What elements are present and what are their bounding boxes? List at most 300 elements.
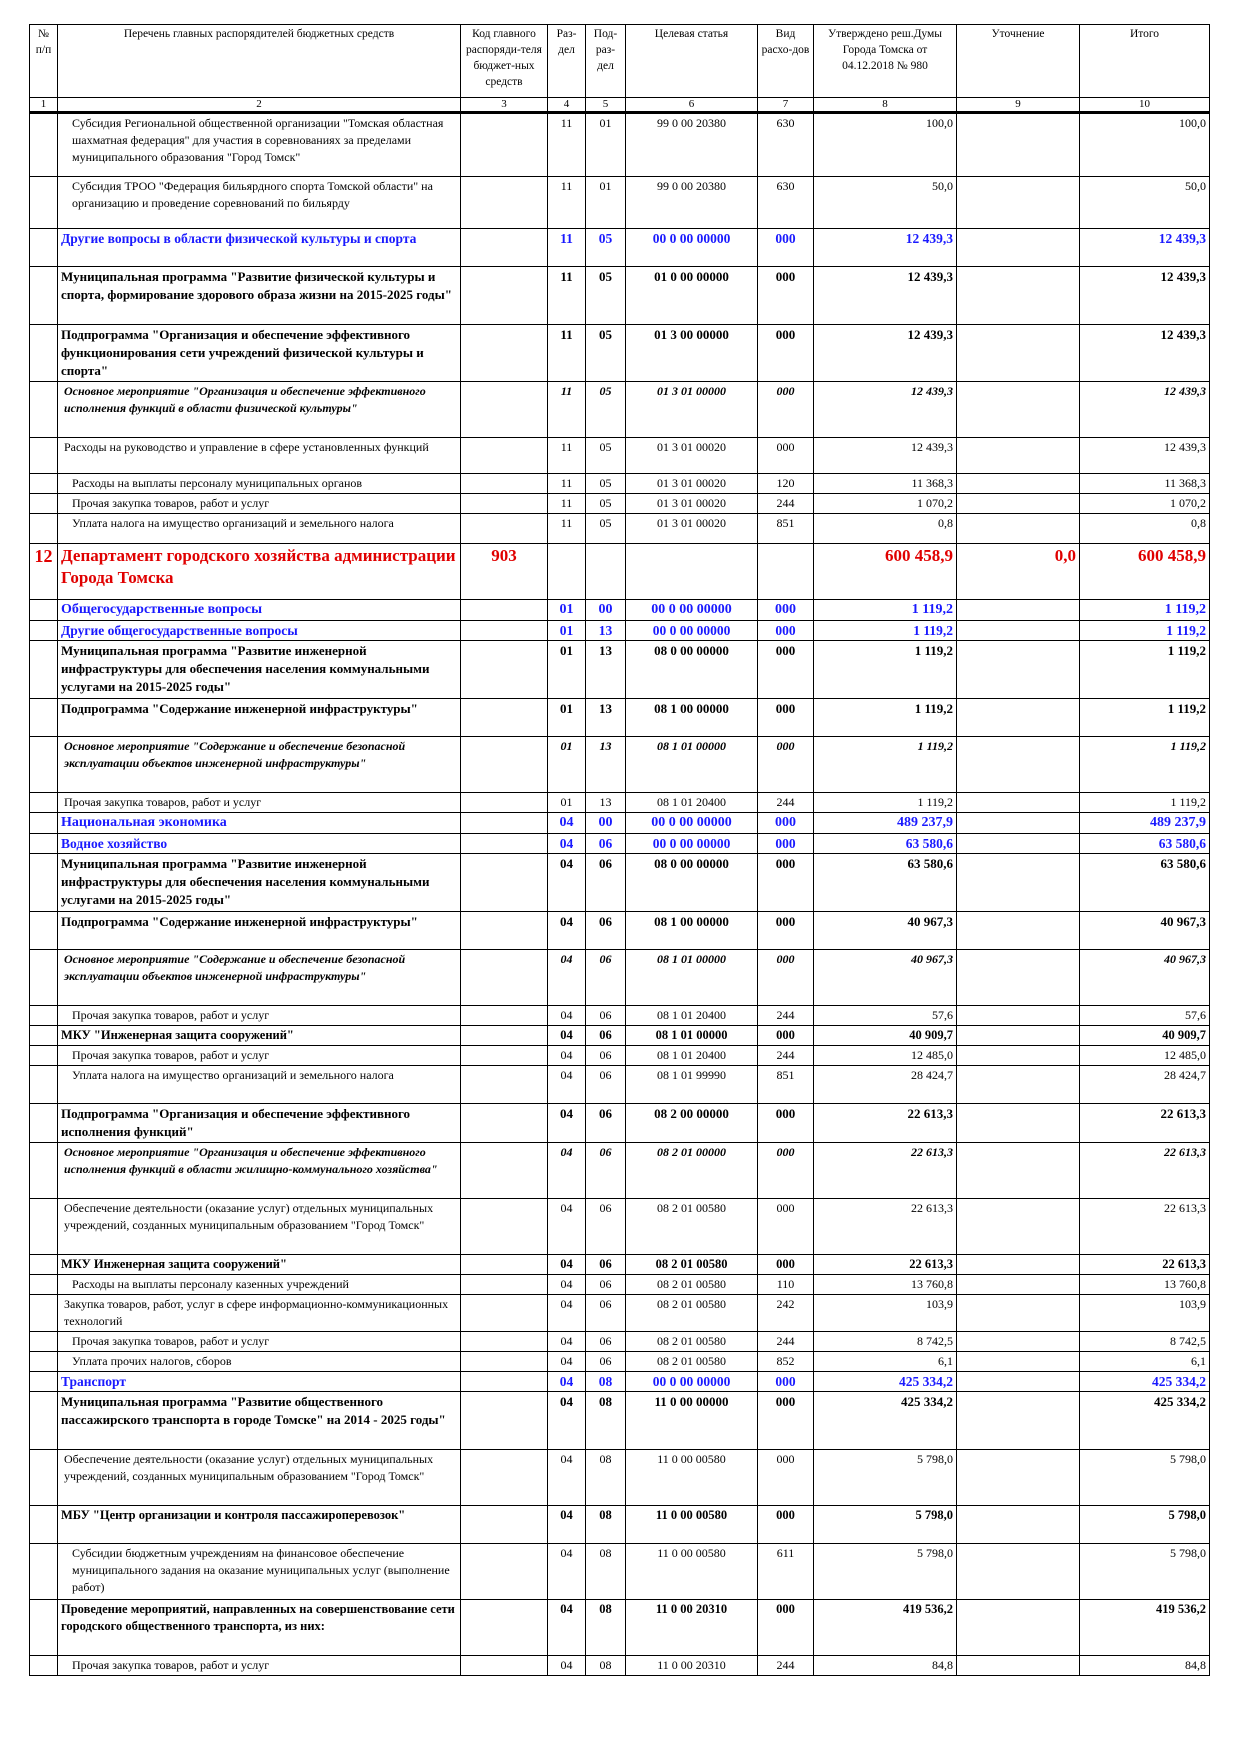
colnum-9: 9 <box>957 98 1080 113</box>
row-approved: 8 742,5 <box>814 1332 957 1352</box>
row-number <box>30 1275 58 1295</box>
row-target-article: 08 1 01 20400 <box>626 1046 758 1066</box>
row-target-article: 08 1 01 20400 <box>626 793 758 813</box>
row-clarification <box>957 1066 1080 1104</box>
row-number <box>30 793 58 813</box>
budget-table <box>29 24 1210 1676</box>
row-clarification <box>957 1506 1080 1544</box>
row-approved: 5 798,0 <box>814 1450 957 1506</box>
colnum-7: 7 <box>758 98 814 113</box>
row-number <box>30 912 58 950</box>
row-number <box>30 621 58 641</box>
row-clarification <box>957 699 1080 737</box>
row-name: Подпрограмма "Содержание инженерной инфраструктуры" <box>58 912 461 950</box>
row-name: Проведение мероприятий, направленных на совершенствование сети городского общественного транспорта, из них: <box>58 1600 461 1656</box>
row-approved: 1 119,2 <box>814 699 957 737</box>
colnum-10: 10 <box>1080 98 1210 113</box>
row-target-article: 11 0 00 20310 <box>626 1600 758 1656</box>
row-name: Прочая закупка товаров, работ и услуг <box>58 793 461 813</box>
row-approved: 22 613,3 <box>814 1143 957 1199</box>
row-total: 40 909,7 <box>1080 1026 1210 1046</box>
row-number <box>30 950 58 1006</box>
table-row <box>30 641 1210 699</box>
row-podrazdel: 08 <box>586 1372 626 1392</box>
row-total: 63 580,6 <box>1080 834 1210 854</box>
row-podrazdel: 05 <box>586 474 626 494</box>
row-total: 6,1 <box>1080 1352 1210 1372</box>
row-target-article: 08 1 01 20400 <box>626 1006 758 1026</box>
table-row <box>30 177 1210 229</box>
row-name: Подпрограмма "Содержание инженерной инфраструктуры" <box>58 699 461 737</box>
table-row <box>30 1352 1210 1372</box>
row-expense-type: 000 <box>758 267 814 325</box>
row-podrazdel: 06 <box>586 1275 626 1295</box>
row-approved: 12 439,3 <box>814 382 957 438</box>
row-podrazdel: 05 <box>586 438 626 474</box>
row-podrazdel: 06 <box>586 1046 626 1066</box>
row-total: 22 613,3 <box>1080 1143 1210 1199</box>
row-podrazdel: 08 <box>586 1506 626 1544</box>
row-razdel: 04 <box>548 1046 586 1066</box>
row-expense-type: 000 <box>758 382 814 438</box>
row-razdel: 04 <box>548 1066 586 1104</box>
row-name: Расходы на выплаты персоналу казенных учреждений <box>58 1275 461 1295</box>
row-total: 100,0 <box>1080 113 1210 177</box>
row-razdel: 11 <box>548 514 586 544</box>
row-target-article: 08 1 01 00000 <box>626 1026 758 1046</box>
row-clarification <box>957 438 1080 474</box>
row-razdel: 11 <box>548 382 586 438</box>
row-total: 12 439,3 <box>1080 438 1210 474</box>
table-row <box>30 113 1210 177</box>
row-number <box>30 1600 58 1656</box>
row-name: Муниципальная программа "Развитие инженерной инфраструктуры для обеспечения населения коммунальными услугами на 2015-2025 годы" <box>58 854 461 912</box>
header-approved: Утверждено реш.Думы Города Томска от 04.12.2018 № 980 <box>814 25 957 98</box>
row-expense-type: 000 <box>758 737 814 793</box>
row-podrazdel: 06 <box>586 1199 626 1255</box>
row-name: МКУ Инженерная защита сооружений" <box>58 1255 461 1275</box>
table-row <box>30 1506 1210 1544</box>
row-name: МКУ "Инженерная защита сооружений" <box>58 1026 461 1046</box>
table-row <box>30 325 1210 382</box>
table-row <box>30 621 1210 641</box>
row-number <box>30 1332 58 1352</box>
row-podrazdel: 06 <box>586 912 626 950</box>
row-razdel: 04 <box>548 1295 586 1332</box>
header-podrazdel: Под-раз-дел <box>586 25 626 98</box>
row-code <box>461 1275 548 1295</box>
row-approved: 63 580,6 <box>814 854 957 912</box>
row-total: 40 967,3 <box>1080 912 1210 950</box>
row-razdel: 04 <box>548 1600 586 1656</box>
row-number <box>30 1450 58 1506</box>
row-clarification <box>957 1199 1080 1255</box>
row-code <box>461 1544 548 1600</box>
table-row <box>30 1006 1210 1026</box>
table-body <box>30 113 1210 1676</box>
row-podrazdel: 06 <box>586 1255 626 1275</box>
row-approved: 12 439,3 <box>814 267 957 325</box>
row-approved: 1 119,2 <box>814 621 957 641</box>
row-total: 0,8 <box>1080 514 1210 544</box>
row-number <box>30 1544 58 1600</box>
row-razdel: 04 <box>548 1332 586 1352</box>
colnum-5: 5 <box>586 98 626 113</box>
row-code <box>461 494 548 514</box>
row-clarification <box>957 1143 1080 1199</box>
row-approved: 1 119,2 <box>814 737 957 793</box>
table-row <box>30 950 1210 1006</box>
row-code <box>461 1656 548 1676</box>
colnum-6: 6 <box>626 98 758 113</box>
row-expense-type: 000 <box>758 621 814 641</box>
row-target-article: 00 0 00 00000 <box>626 600 758 621</box>
row-podrazdel: 01 <box>586 113 626 177</box>
row-approved: 6,1 <box>814 1352 957 1372</box>
row-clarification <box>957 1332 1080 1352</box>
row-clarification <box>957 1255 1080 1275</box>
table-row <box>30 1046 1210 1066</box>
row-expense-type: 000 <box>758 325 814 382</box>
row-code <box>461 1600 548 1656</box>
row-expense-type: 000 <box>758 912 814 950</box>
row-expense-type: 000 <box>758 950 814 1006</box>
row-number <box>30 600 58 621</box>
row-clarification: 0,0 <box>957 544 1080 600</box>
row-code <box>461 1046 548 1066</box>
row-expense-type: 000 <box>758 834 814 854</box>
row-expense-type: 000 <box>758 1255 814 1275</box>
row-code <box>461 912 548 950</box>
colnum-1: 1 <box>30 98 58 113</box>
row-clarification <box>957 229 1080 267</box>
row-clarification <box>957 737 1080 793</box>
row-expense-type: 630 <box>758 177 814 229</box>
row-name: Прочая закупка товаров, работ и услуг <box>58 494 461 514</box>
row-podrazdel: 06 <box>586 834 626 854</box>
row-clarification <box>957 177 1080 229</box>
row-number <box>30 229 58 267</box>
row-target-article: 08 1 01 00000 <box>626 737 758 793</box>
row-clarification <box>957 1295 1080 1332</box>
row-number <box>30 1372 58 1392</box>
table-row <box>30 854 1210 912</box>
row-code: 903 <box>461 544 548 600</box>
row-expense-type: 000 <box>758 1199 814 1255</box>
row-podrazdel: 06 <box>586 950 626 1006</box>
row-name: Другие общегосударственные вопросы <box>58 621 461 641</box>
row-clarification <box>957 1372 1080 1392</box>
row-total: 12 439,3 <box>1080 382 1210 438</box>
row-target-article: 99 0 00 20380 <box>626 177 758 229</box>
row-podrazdel: 06 <box>586 1066 626 1104</box>
row-podrazdel: 05 <box>586 267 626 325</box>
row-approved: 1 119,2 <box>814 793 957 813</box>
row-razdel: 11 <box>548 229 586 267</box>
row-number <box>30 699 58 737</box>
row-number <box>30 1392 58 1450</box>
header-num: № п/п <box>30 25 58 98</box>
row-target-article <box>626 544 758 600</box>
row-razdel: 04 <box>548 1352 586 1372</box>
table-row <box>30 1066 1210 1104</box>
row-expense-type: 000 <box>758 699 814 737</box>
row-target-article: 01 3 01 00020 <box>626 514 758 544</box>
row-number <box>30 1656 58 1676</box>
table-row <box>30 793 1210 813</box>
row-number <box>30 813 58 834</box>
row-approved: 50,0 <box>814 177 957 229</box>
row-approved: 1 119,2 <box>814 641 957 699</box>
header-total: Итого <box>1080 25 1210 98</box>
row-total: 22 613,3 <box>1080 1199 1210 1255</box>
row-approved: 5 798,0 <box>814 1544 957 1600</box>
header-clarification: Уточнение <box>957 25 1080 98</box>
row-target-article: 08 1 00 00000 <box>626 699 758 737</box>
row-razdel: 11 <box>548 267 586 325</box>
row-clarification <box>957 267 1080 325</box>
colnum-8: 8 <box>814 98 957 113</box>
row-razdel: 04 <box>548 1275 586 1295</box>
row-target-article: 11 0 00 00580 <box>626 1506 758 1544</box>
row-clarification <box>957 1544 1080 1600</box>
row-expense-type: 000 <box>758 813 814 834</box>
row-razdel: 04 <box>548 1506 586 1544</box>
row-expense-type: 000 <box>758 1450 814 1506</box>
row-code <box>461 1143 548 1199</box>
row-clarification <box>957 813 1080 834</box>
row-approved: 22 613,3 <box>814 1255 957 1275</box>
row-total: 1 119,2 <box>1080 793 1210 813</box>
row-clarification <box>957 621 1080 641</box>
row-name: Прочая закупка товаров, работ и услуг <box>58 1332 461 1352</box>
row-total: 11 368,3 <box>1080 474 1210 494</box>
row-razdel: 04 <box>548 1026 586 1046</box>
row-target-article: 01 3 00 00000 <box>626 325 758 382</box>
row-razdel: 01 <box>548 600 586 621</box>
row-code <box>461 1450 548 1506</box>
row-code <box>461 229 548 267</box>
row-clarification <box>957 1392 1080 1450</box>
row-code <box>461 621 548 641</box>
row-code <box>461 1066 548 1104</box>
row-podrazdel: 06 <box>586 1332 626 1352</box>
row-total: 28 424,7 <box>1080 1066 1210 1104</box>
row-name: Субсидия Региональной общественной организации "Томская областная шахматная федерация" для участия в соревнованиях за пределами муниципального образования "Город Томск" <box>58 113 461 177</box>
row-approved: 63 580,6 <box>814 834 957 854</box>
header-razdel: Раз-дел <box>548 25 586 98</box>
row-podrazdel <box>586 544 626 600</box>
row-razdel: 11 <box>548 474 586 494</box>
row-podrazdel: 05 <box>586 514 626 544</box>
header-target-article: Целевая статья <box>626 25 758 98</box>
row-podrazdel: 06 <box>586 1104 626 1143</box>
row-name: Основное мероприятие "Организация и обеспечение эффективного исполнения функций в области жилищно-коммунального хозяйства" <box>58 1143 461 1199</box>
row-clarification <box>957 854 1080 912</box>
row-code <box>461 1352 548 1372</box>
row-name: Закупка товаров, работ, услуг в сфере информационно-коммуникационных технологий <box>58 1295 461 1332</box>
row-approved: 1 070,2 <box>814 494 957 514</box>
row-name: Водное хозяйство <box>58 834 461 854</box>
table-row <box>30 1656 1210 1676</box>
row-expense-type: 244 <box>758 1656 814 1676</box>
row-total: 1 119,2 <box>1080 699 1210 737</box>
row-number <box>30 1352 58 1372</box>
row-number <box>30 382 58 438</box>
row-total: 12 439,3 <box>1080 325 1210 382</box>
row-number <box>30 1295 58 1332</box>
table-row <box>30 737 1210 793</box>
table-row <box>30 438 1210 474</box>
row-expense-type: 000 <box>758 600 814 621</box>
row-target-article: 08 2 01 00580 <box>626 1255 758 1275</box>
row-target-article: 08 2 00 00000 <box>626 1104 758 1143</box>
table-row <box>30 1295 1210 1332</box>
row-podrazdel: 05 <box>586 494 626 514</box>
row-name: Субсидии бюджетным учреждениям на финансовое обеспечение муниципального задания на оказание муниципальных услуг (выполнение работ) <box>58 1544 461 1600</box>
table-row <box>30 229 1210 267</box>
row-approved: 419 536,2 <box>814 1600 957 1656</box>
row-razdel: 01 <box>548 737 586 793</box>
row-code <box>461 1255 548 1275</box>
row-clarification <box>957 1046 1080 1066</box>
table-row <box>30 1332 1210 1352</box>
row-clarification <box>957 600 1080 621</box>
row-number <box>30 1506 58 1544</box>
row-clarification <box>957 1026 1080 1046</box>
row-razdel: 04 <box>548 1199 586 1255</box>
row-total: 425 334,2 <box>1080 1372 1210 1392</box>
table-row <box>30 267 1210 325</box>
row-name: Муниципальная программа "Развитие общественного пассажирского транспорта в городе Томске" на 2014 - 2025 годы" <box>58 1392 461 1450</box>
row-target-article: 08 2 01 00580 <box>626 1295 758 1332</box>
row-code <box>461 854 548 912</box>
row-approved: 1 119,2 <box>814 600 957 621</box>
row-target-article: 08 2 01 00580 <box>626 1275 758 1295</box>
row-expense-type: 000 <box>758 1506 814 1544</box>
row-total: 489 237,9 <box>1080 813 1210 834</box>
row-razdel: 04 <box>548 1006 586 1026</box>
row-razdel: 04 <box>548 1450 586 1506</box>
row-expense-type: 120 <box>758 474 814 494</box>
row-razdel: 11 <box>548 325 586 382</box>
table-row <box>30 382 1210 438</box>
row-number <box>30 438 58 474</box>
header-row <box>30 25 1210 98</box>
row-expense-type: 852 <box>758 1352 814 1372</box>
row-podrazdel: 00 <box>586 600 626 621</box>
row-expense-type: 244 <box>758 1046 814 1066</box>
row-total: 12 439,3 <box>1080 229 1210 267</box>
row-razdel: 04 <box>548 950 586 1006</box>
row-podrazdel: 08 <box>586 1392 626 1450</box>
row-target-article: 11 0 00 00580 <box>626 1450 758 1506</box>
row-podrazdel: 06 <box>586 854 626 912</box>
row-number <box>30 325 58 382</box>
row-target-article: 00 0 00 00000 <box>626 1372 758 1392</box>
row-razdel: 04 <box>548 1255 586 1275</box>
row-podrazdel: 13 <box>586 737 626 793</box>
table-row <box>30 1104 1210 1143</box>
row-target-article: 08 1 01 00000 <box>626 950 758 1006</box>
row-number <box>30 854 58 912</box>
row-number <box>30 1199 58 1255</box>
row-total: 103,9 <box>1080 1295 1210 1332</box>
row-target-article: 08 2 01 00580 <box>626 1352 758 1372</box>
row-expense-type: 000 <box>758 1392 814 1450</box>
table-row <box>30 1199 1210 1255</box>
row-name: Департамент городского хозяйства администрации Города Томска <box>58 544 461 600</box>
row-podrazdel: 06 <box>586 1295 626 1332</box>
row-razdel: 04 <box>548 1104 586 1143</box>
row-code <box>461 1295 548 1332</box>
table-row <box>30 1600 1210 1656</box>
row-target-article: 08 1 01 99990 <box>626 1066 758 1104</box>
row-code <box>461 267 548 325</box>
row-number <box>30 1046 58 1066</box>
row-number <box>30 1066 58 1104</box>
row-total: 84,8 <box>1080 1656 1210 1676</box>
row-total: 13 760,8 <box>1080 1275 1210 1295</box>
table-row <box>30 1450 1210 1506</box>
row-number <box>30 1143 58 1199</box>
row-number <box>30 177 58 229</box>
row-number <box>30 514 58 544</box>
row-razdel: 04 <box>548 854 586 912</box>
table-row <box>30 699 1210 737</box>
table-row <box>30 1143 1210 1199</box>
row-clarification <box>957 1275 1080 1295</box>
row-approved: 425 334,2 <box>814 1392 957 1450</box>
row-name: Обеспечение деятельности (оказание услуг) отдельных муниципальных учреждений, созданных муниципальным образованием "Город Томск" <box>58 1450 461 1506</box>
row-razdel: 01 <box>548 699 586 737</box>
row-total: 600 458,9 <box>1080 544 1210 600</box>
row-target-article: 08 0 00 00000 <box>626 641 758 699</box>
table-row <box>30 1372 1210 1392</box>
row-podrazdel: 05 <box>586 382 626 438</box>
column-numbers-row <box>30 98 1210 113</box>
row-clarification <box>957 912 1080 950</box>
colnum-3: 3 <box>461 98 548 113</box>
row-razdel: 04 <box>548 1392 586 1450</box>
row-number <box>30 474 58 494</box>
row-target-article: 08 1 00 00000 <box>626 912 758 950</box>
row-code <box>461 1506 548 1544</box>
row-name: Подпрограмма "Организация и обеспечение эффективного исполнения функций" <box>58 1104 461 1143</box>
row-razdel: 11 <box>548 494 586 514</box>
row-total: 5 798,0 <box>1080 1450 1210 1506</box>
row-target-article: 01 3 01 00020 <box>626 494 758 514</box>
row-code <box>461 737 548 793</box>
row-target-article: 08 2 01 00580 <box>626 1332 758 1352</box>
row-total: 1 119,2 <box>1080 621 1210 641</box>
colnum-2: 2 <box>58 98 461 113</box>
row-name: Другие вопросы в области физической культуры и спорта <box>58 229 461 267</box>
row-total: 40 967,3 <box>1080 950 1210 1006</box>
row-approved: 40 909,7 <box>814 1026 957 1046</box>
row-expense-type: 630 <box>758 113 814 177</box>
row-expense-type: 000 <box>758 229 814 267</box>
row-name: Муниципальная программа "Развитие физической культуры и спорта, формирование здорового образа жизни на 2015-2025 годы" <box>58 267 461 325</box>
row-code <box>461 600 548 621</box>
table-row <box>30 544 1210 600</box>
table-row <box>30 494 1210 514</box>
row-podrazdel: 13 <box>586 793 626 813</box>
row-code <box>461 382 548 438</box>
row-razdel: 01 <box>548 621 586 641</box>
row-podrazdel: 13 <box>586 699 626 737</box>
row-total: 50,0 <box>1080 177 1210 229</box>
